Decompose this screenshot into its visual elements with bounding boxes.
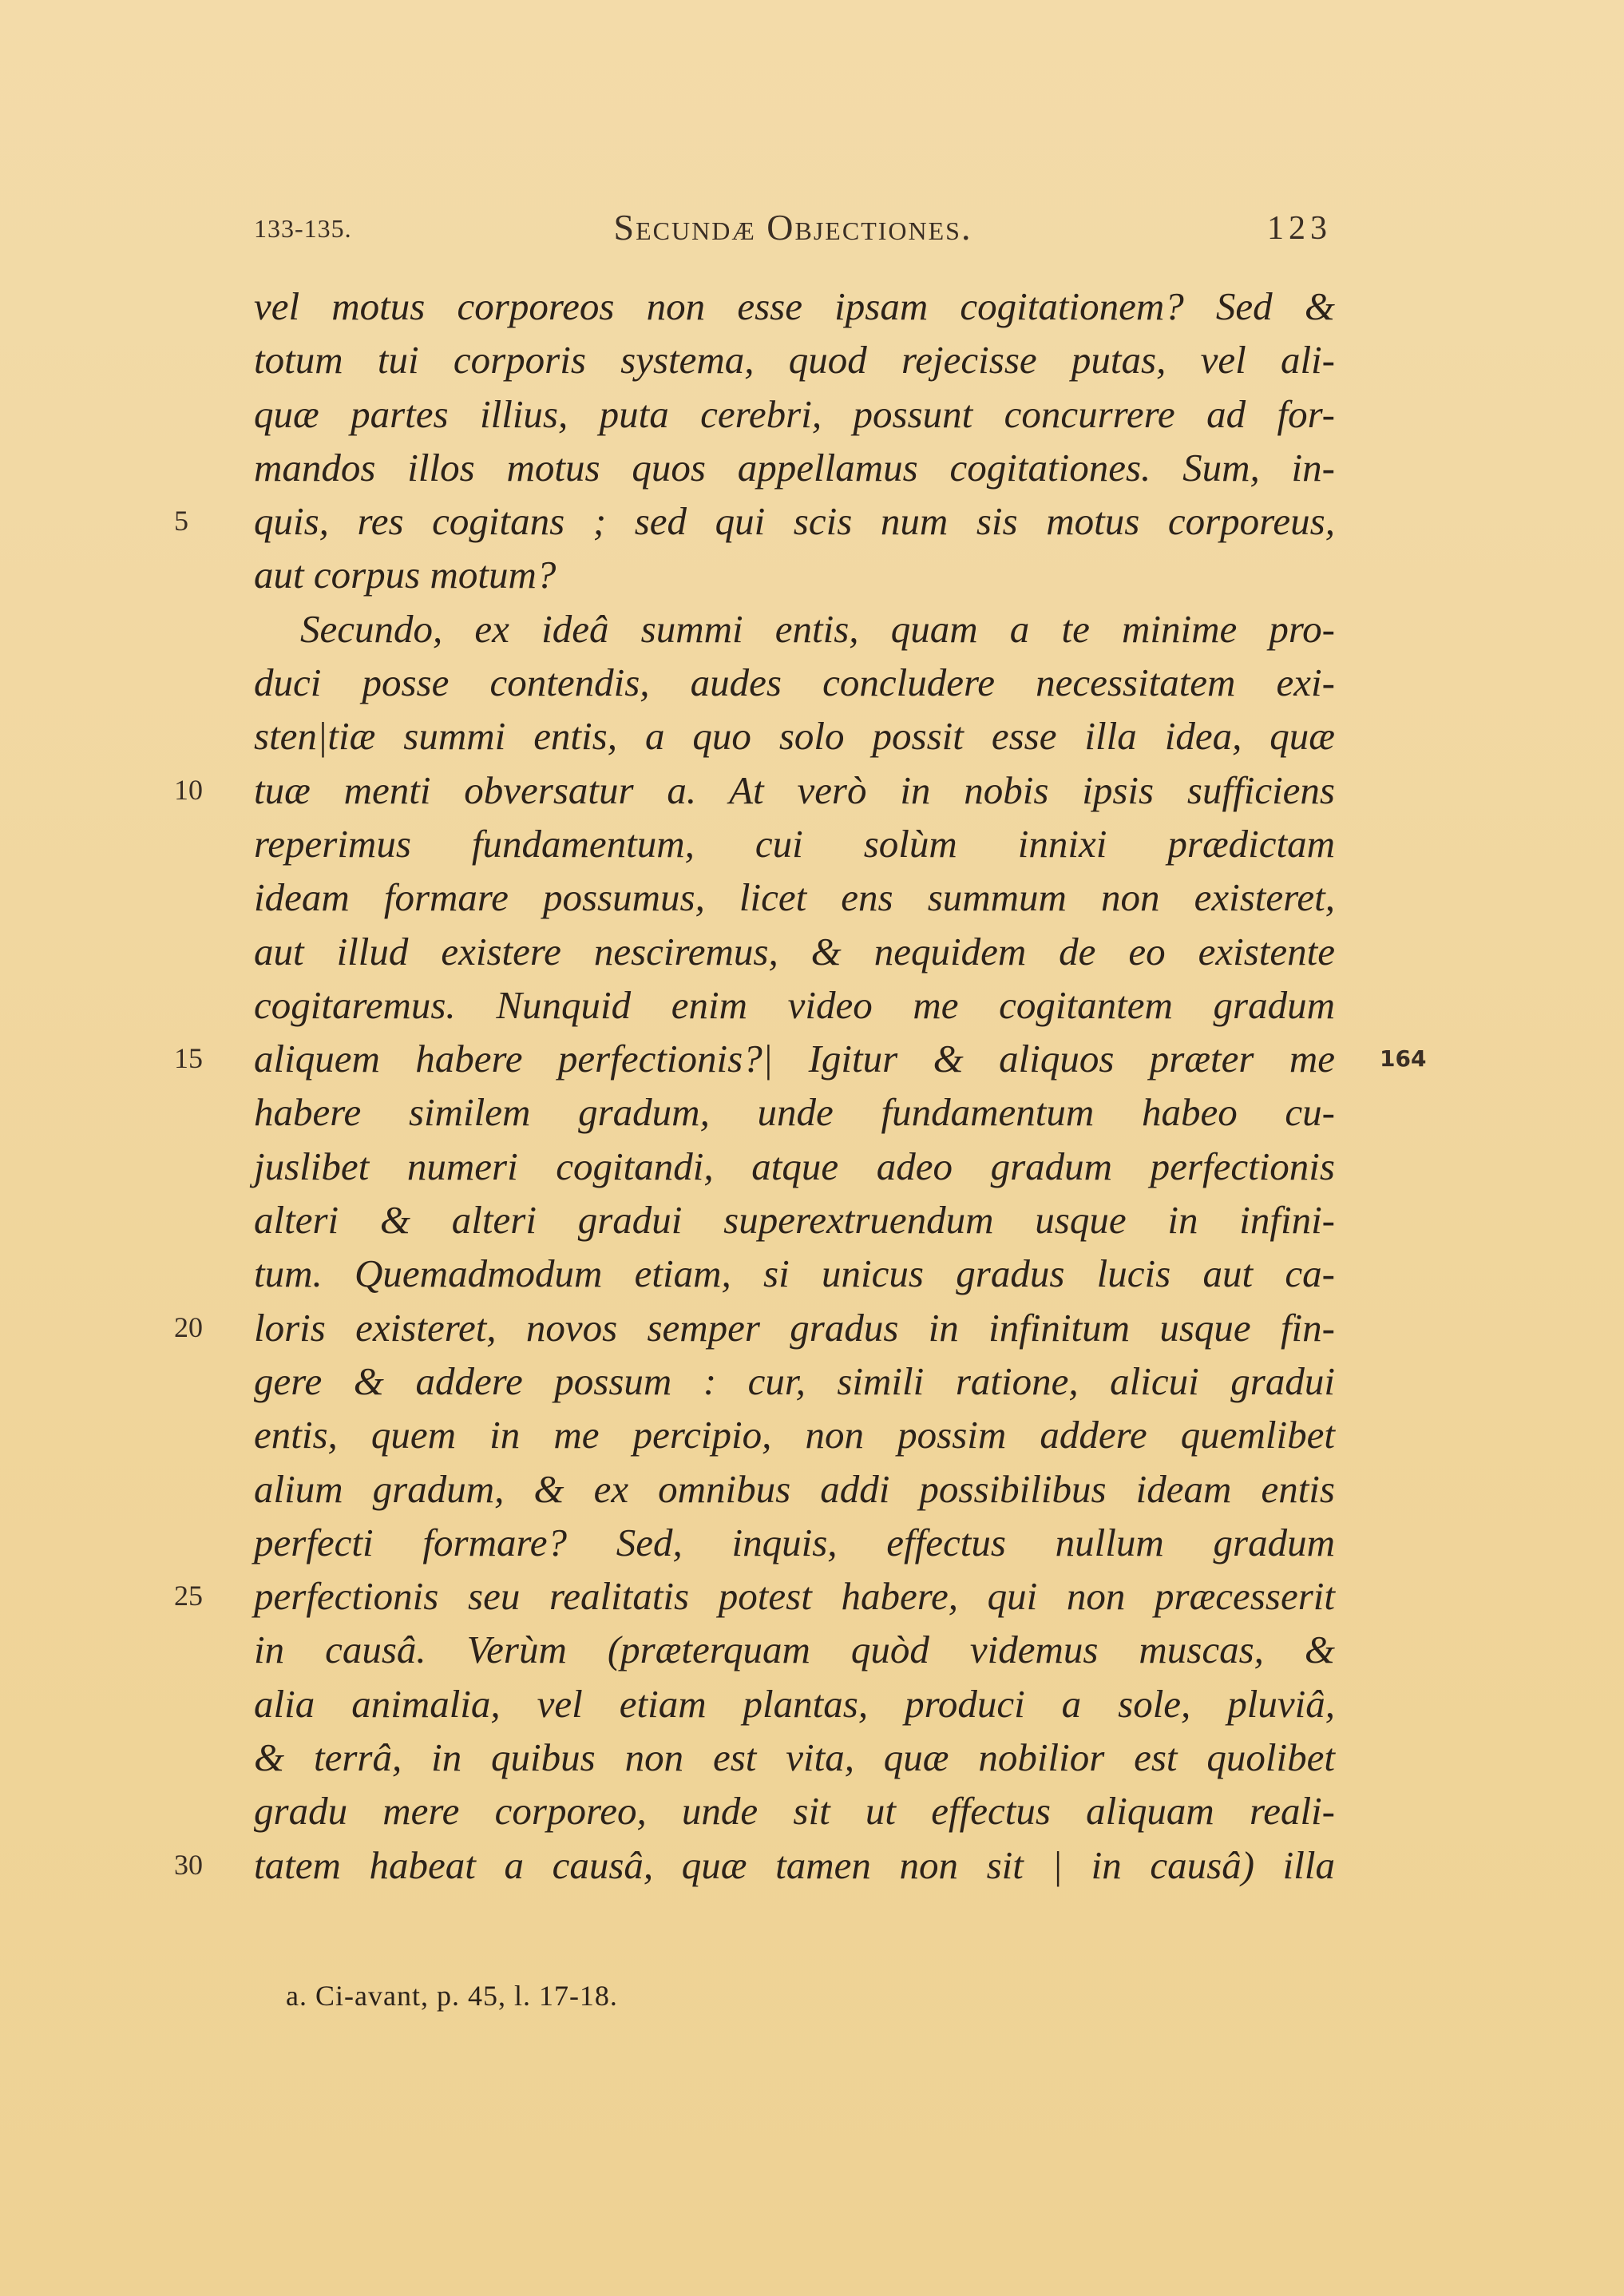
text-line xyxy=(254,548,1335,601)
line-number: 25 xyxy=(174,1580,203,1612)
text-line xyxy=(254,870,1335,924)
text-line xyxy=(254,441,1335,494)
text-line xyxy=(254,709,1335,763)
text-line xyxy=(254,1731,1335,1784)
text-line xyxy=(254,978,1335,1032)
line-number: 10 xyxy=(174,773,203,806)
text-line xyxy=(254,1408,1335,1461)
text-line xyxy=(174,763,1335,817)
page-number: 123 xyxy=(1267,210,1332,247)
margin-page-ref: 164 xyxy=(1380,1045,1427,1073)
text-line xyxy=(254,817,1335,870)
text-line xyxy=(254,1516,1335,1569)
line-text: juslibet numeri cogitandi, atque adeo gradum perfectionis xyxy=(254,1144,1335,1188)
text-line xyxy=(254,656,1335,709)
text-line xyxy=(254,602,1335,656)
footnote: a. Ci-avant, p. 45, l. 17-18. xyxy=(286,1980,618,2012)
text-line xyxy=(254,1784,1335,1838)
line-text: quis, res cogitans ; sed qui scis num sis motus corporeus, xyxy=(254,499,1335,544)
text-line xyxy=(174,1838,1335,1892)
line-text: & terrâ, in quibus non est vita, quæ nobilior est quolibet xyxy=(254,1735,1335,1780)
text-line xyxy=(254,1354,1335,1408)
text-line xyxy=(254,1623,1335,1676)
line-text: loris existeret, novos semper gradus in infinitum usque fin- xyxy=(254,1305,1335,1350)
line-text: in causâ. Verùm (præterquam quòd videmus muscas, & xyxy=(254,1628,1335,1672)
text-body xyxy=(174,280,1427,1892)
line-text: gere & addere possum : cur, simili ratione, alicui gradui xyxy=(254,1358,1335,1403)
line-number: 30 xyxy=(174,1848,203,1881)
text-line xyxy=(174,494,1335,548)
line-text: vel motus corporeos non esse ipsam cogitationem? Sed & xyxy=(254,284,1335,328)
line-text: perfecti formare? Sed, inquis, effectus nullum gradum xyxy=(254,1520,1335,1564)
text-line xyxy=(254,1247,1335,1300)
text-line xyxy=(254,1085,1335,1139)
line-number: 5 xyxy=(174,505,188,537)
line-text: tatem habeat a causâ, quæ tamen non sit | in causâ) illa xyxy=(254,1842,1335,1887)
line-text: Secundo, ex ideâ summi entis, quam a te minime pro- xyxy=(300,606,1335,651)
line-text: mandos illos motus quos appellamus cogitationes. Sum, in- xyxy=(254,445,1335,490)
line-text: totum tui corporis systema, quod rejecisse putas, vel ali- xyxy=(254,338,1335,383)
line-text: aut corpus motum? xyxy=(254,553,557,597)
line-text: reperimus fundamentum, cui solùm innixi prædictam xyxy=(254,821,1335,866)
line-text: quæ partes illius, puta cerebri, possunt concurrere ad for- xyxy=(254,391,1335,436)
line-text: sten|tiæ summi entis, a quo solo possit esse illa idea, quæ xyxy=(254,714,1335,759)
line-text: ideam formare possumus, licet ens summum non existeret, xyxy=(254,875,1335,920)
line-text: cogitaremus. Nunquid enim video me cogitantem gradum xyxy=(254,982,1335,1027)
line-text: tum. Quemadmodum etiam, si unicus gradus lucis aut ca- xyxy=(254,1251,1335,1296)
text-line xyxy=(174,1032,1427,1085)
line-text: perfectionis seu realitatis potest habere, qui non præcesserit xyxy=(254,1574,1335,1619)
line-text: alia animalia, vel etiam plantas, produci a sole, pluviâ, xyxy=(254,1681,1335,1726)
text-line xyxy=(254,1677,1335,1731)
text-line xyxy=(254,1462,1335,1516)
text-line xyxy=(174,1301,1335,1354)
line-text: alium gradum, & ex omnibus addi possibilibus ideam entis xyxy=(254,1466,1335,1511)
running-header xyxy=(254,206,1332,254)
line-text: tuæ menti obversatur a. At verò in nobis ipsis sufficiens xyxy=(254,767,1335,812)
text-line xyxy=(174,1569,1335,1623)
line-text: alteri & alteri gradui superextruendum usque in infini- xyxy=(254,1198,1335,1243)
text-line xyxy=(254,387,1335,441)
line-number: 15 xyxy=(174,1042,203,1075)
line-text: aliquem habere perfectionis?| Igitur & aliquos præter me xyxy=(254,1037,1335,1081)
line-text: duci posse contendis, audes concludere necessitatem exi- xyxy=(254,660,1335,705)
line-text: habere similem gradum, unde fundamentum habeo cu- xyxy=(254,1090,1335,1135)
text-line xyxy=(254,1193,1335,1247)
page-range: 133-135. xyxy=(254,214,352,243)
line-text: aut illud existere nesciremus, & nequidem de eo existente xyxy=(254,929,1335,974)
text-line xyxy=(254,1140,1335,1193)
text-line xyxy=(254,333,1335,387)
text-line xyxy=(254,280,1335,333)
running-title: Secundæ Objectiones. xyxy=(613,207,972,248)
line-text: gradu mere corporeo, unde sit ut effectus aliquam reali- xyxy=(254,1789,1335,1834)
text-line xyxy=(254,925,1335,978)
line-text: entis, quem in me percipio, non possim addere quemlibet xyxy=(254,1413,1335,1457)
line-number: 20 xyxy=(174,1311,203,1343)
